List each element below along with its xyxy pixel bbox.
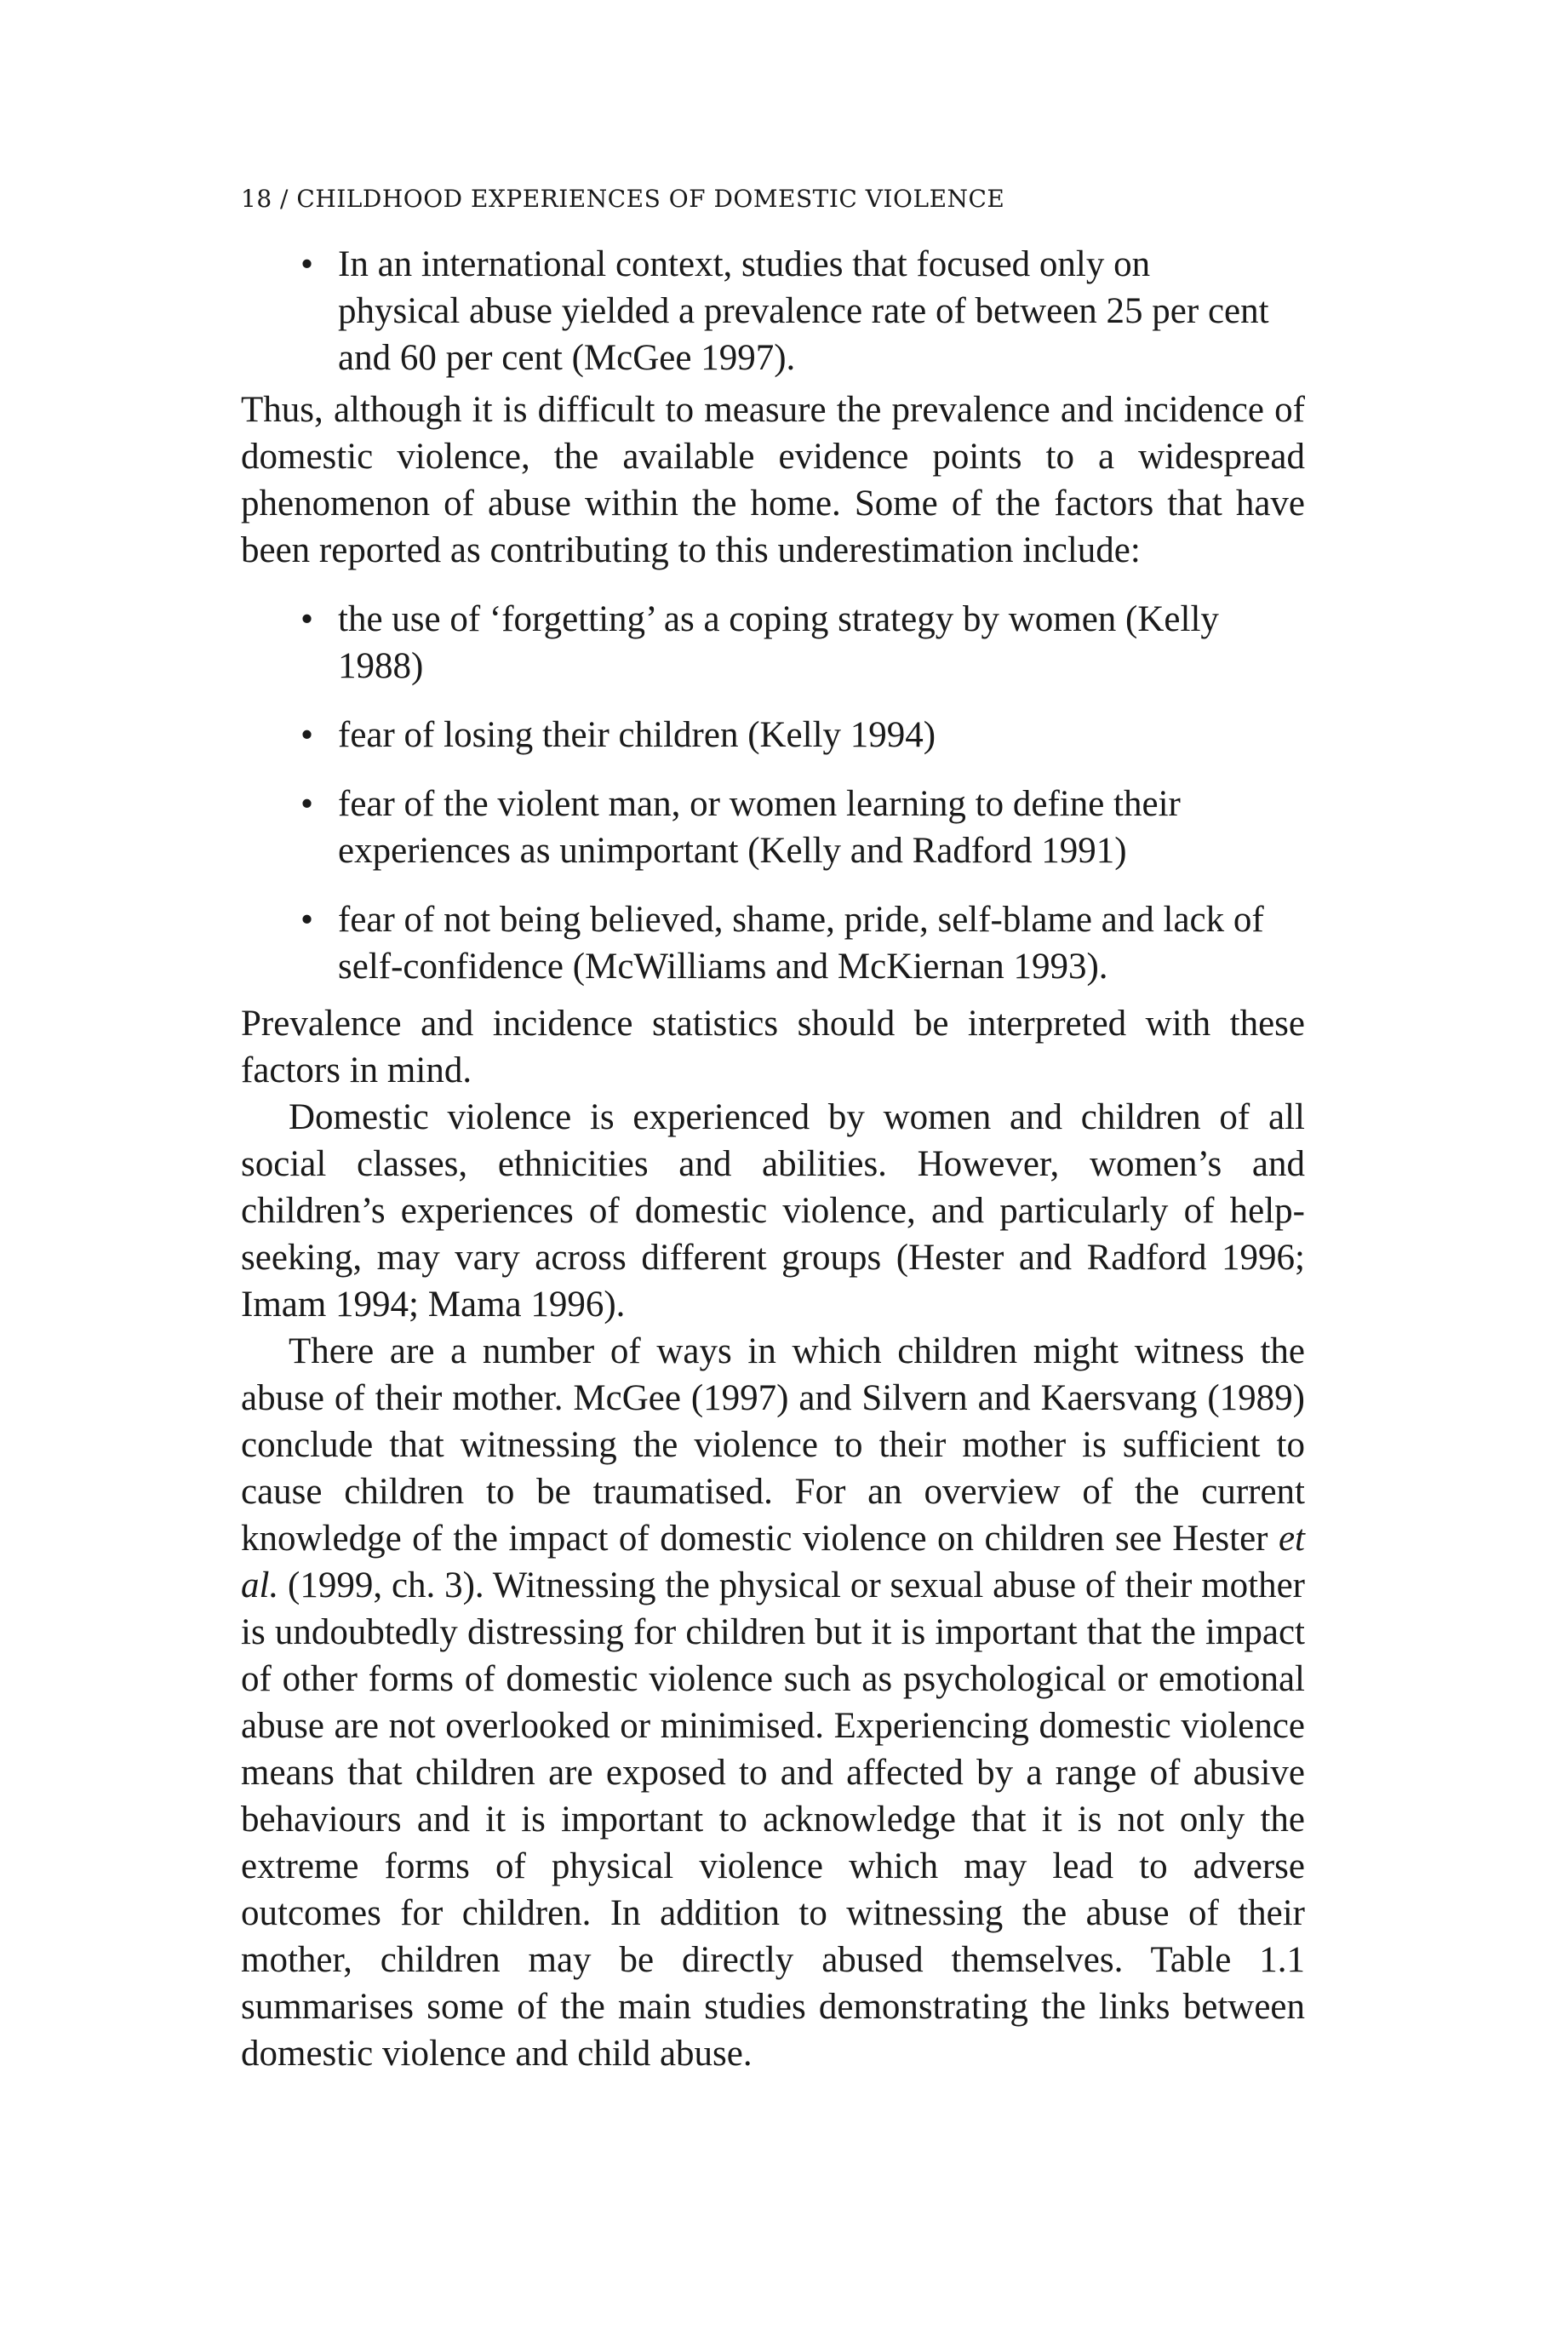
- list-item-text: the use of ‘forgetting’ as a coping strategy by women (Kelly 1988): [338, 599, 1219, 686]
- paragraph-witnessing-part1: There are a number of ways in which children might witness the abuse of their mother. McGee (1997) and Silvern and Kaersvang (1989) conclude that witnessing the violence to their mother is sufficient to cause children to be traumatised. For an overview of the current knowledge of the impact of domestic violence on children see Hester: [241, 1331, 1305, 1559]
- list-item-text: fear of the violent man, or women learning to define their experiences as unimportant (Kelly and Radford 1991): [338, 784, 1181, 871]
- paragraph-witnessing: [241, 1328, 1305, 2077]
- bullet-list-factors: [241, 596, 1305, 990]
- running-head: [241, 175, 1305, 224]
- bullet-list-international: [241, 241, 1305, 381]
- list-item-text: fear of losing their children (Kelly 1994): [338, 715, 936, 755]
- bullet-icon: •: [300, 599, 314, 639]
- page-number: 18: [241, 185, 272, 213]
- list-item: [241, 712, 1305, 758]
- list-item: [241, 596, 1305, 690]
- bullet-icon: •: [300, 784, 314, 824]
- book-page: [241, 175, 1305, 2077]
- paragraph-domestic-violence: Domestic violence is experienced by women and children of all social classes, ethnicities and abilities. However, women’s and children’s experiences of domestic violence, and particularly of help-seeking, may vary across different groups (Hester and Radford 1996; Imam 1994; Mama 1996).: [241, 1097, 1305, 1325]
- paragraph-thus: Thus, although it is difficult to measure the prevalence and incidence of domestic violence, the available evidence points to a widespread phenomenon of abuse within the home. Some of the factors that have been reported as contributing to this underestimation include:: [241, 390, 1305, 570]
- list-item: [241, 896, 1305, 990]
- running-head-title: CHILDHOOD EXPERIENCES OF DOMESTIC VIOLENCE: [296, 185, 1005, 213]
- paragraph-witnessing-part2: (1999, ch. 3). Witnessing the physical or sexual abuse of their mother is undoubtedly distressing for children but it is important that the impact of other forms of domestic violence such as psychological or emotional abuse are not overlooked or minimised. Experiencing domestic violence means that children are exposed to and affected by a range of abusive behaviours and it is important to acknowledge that it is not only the extreme forms of physical violence which may lead to adverse outcomes for children. In addition to witnessing the abuse of their mother, children may be directly abused themselves. Table 1.1 summarises some of the main studies demonstrating the links between domestic violence and child abuse.: [241, 1565, 1305, 2074]
- bullet-icon: •: [300, 715, 314, 755]
- et-al-italic: et al.: [241, 1519, 1305, 1605]
- list-item-text: In an international context, studies that focused only on physical abuse yielded a prevalence rate of between 25 per cent and 60 per cent (McGee 1997).: [338, 244, 1269, 378]
- bullet-icon: •: [300, 244, 314, 284]
- running-head-separator: /: [280, 185, 289, 213]
- paragraph-prevalence: Prevalence and incidence statistics should be interpreted with these factors in mind.: [241, 1004, 1305, 1090]
- list-item-text: fear of not being believed, shame, pride, self-blame and lack of self-confidence (McWilliams and McKiernan 1993).: [338, 900, 1264, 987]
- bullet-icon: •: [300, 900, 314, 940]
- list-item: [241, 241, 1305, 381]
- list-item: [241, 781, 1305, 874]
